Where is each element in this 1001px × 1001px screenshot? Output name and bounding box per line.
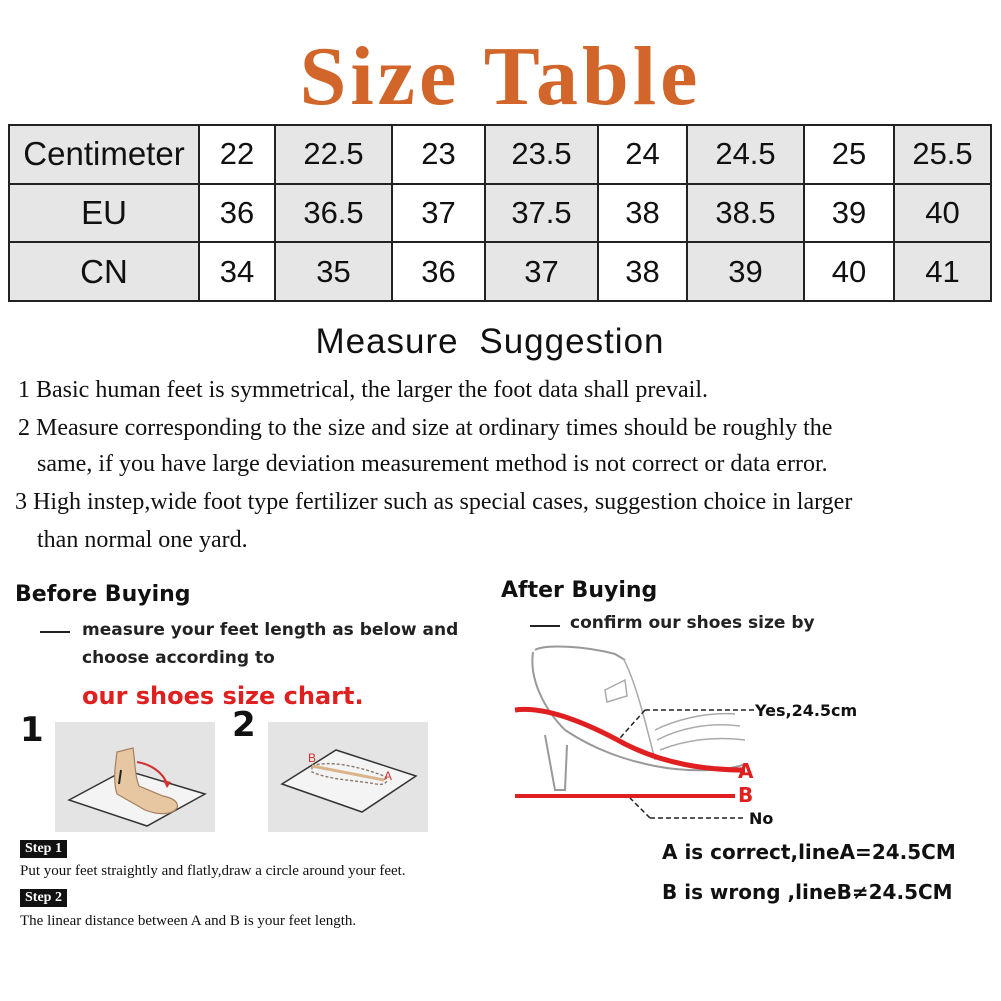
table-cell: 25 xyxy=(804,125,894,184)
table-row xyxy=(9,184,991,243)
yes-label: Yes,24.5cm xyxy=(755,701,858,720)
step-1-badge: Step 1 xyxy=(20,840,67,858)
suggestion-line-2-cont: same, if you have large deviation measurement method is not correct or data error. xyxy=(37,451,828,477)
suggestion-line-2: 2 Measure corresponding to the size and size at ordinary times should be roughly the xyxy=(18,415,833,441)
table-cell: 37.5 xyxy=(485,184,598,243)
table-cell: 38 xyxy=(598,242,687,301)
table-cell: 34 xyxy=(199,242,275,301)
row-label-cn: CN xyxy=(9,242,199,301)
step-number-2: 2 xyxy=(232,705,256,745)
suggestion-line-3-cont: than normal one yard. xyxy=(37,527,248,553)
table-cell: 38 xyxy=(598,184,687,243)
line-b-label: B xyxy=(738,783,754,807)
no-label: No xyxy=(749,809,774,828)
dash-decoration xyxy=(530,625,560,627)
table-cell: 40 xyxy=(804,242,894,301)
table-cell: 37 xyxy=(485,242,598,301)
before-buying-sub-1: measure your feet length as below and xyxy=(82,620,459,640)
step-1-text: Put your feet straightly and flatly,draw a circle around your feet. xyxy=(20,863,406,879)
foot-length-illustration xyxy=(268,722,428,832)
table-cell: 23 xyxy=(392,125,485,184)
table-cell: 37 xyxy=(392,184,485,243)
after-buying-sub: confirm our shoes size by xyxy=(570,613,815,633)
table-cell: 25.5 xyxy=(894,125,991,184)
dash-decoration xyxy=(40,631,70,633)
table-cell: 36 xyxy=(392,242,485,301)
line-a-correct-text: A is correct,lineA=24.5CM xyxy=(662,840,956,864)
table-cell: 41 xyxy=(894,242,991,301)
table-cell: 24.5 xyxy=(687,125,804,184)
table-row xyxy=(9,242,991,301)
line-a-label: A xyxy=(738,759,754,783)
foot-trace-illustration xyxy=(55,722,215,832)
step-2-text: The linear distance between A and B is your feet length. xyxy=(20,913,357,929)
after-buying-title: After Buying xyxy=(501,578,658,603)
table-cell: 22.5 xyxy=(275,125,392,184)
table-cell: 39 xyxy=(687,242,804,301)
suggestion-line-1: 1 Basic human feet is symmetrical, the larger the foot data shall prevail. xyxy=(18,377,708,403)
table-cell: 23.5 xyxy=(485,125,598,184)
size-chart-highlight: our shoes size chart. xyxy=(82,682,364,710)
before-buying-title: Before Buying xyxy=(15,582,191,607)
table-cell: 35 xyxy=(275,242,392,301)
before-buying-sub-2: choose according to xyxy=(82,648,275,668)
step-2-badge: Step 2 xyxy=(20,889,67,907)
shoe-fit-illustration xyxy=(505,640,885,830)
step-number-1: 1 xyxy=(20,710,44,750)
line-b-wrong-text: B is wrong ,lineB≠24.5CM xyxy=(662,880,953,904)
point-a-label: A xyxy=(384,769,393,783)
table-cell: 24 xyxy=(598,125,687,184)
table-cell: 22 xyxy=(199,125,275,184)
size-table xyxy=(8,124,992,302)
point-b-label: B xyxy=(308,751,317,765)
table-cell: 36 xyxy=(199,184,275,243)
suggestion-line-3: 3 High instep,wide foot type fertilizer such as special cases, suggestion choice in larger xyxy=(15,489,853,515)
table-row xyxy=(9,125,991,184)
row-label-centimeter: Centimeter xyxy=(9,125,199,184)
table-cell: 38.5 xyxy=(687,184,804,243)
table-cell: 39 xyxy=(804,184,894,243)
table-cell: 36.5 xyxy=(275,184,392,243)
page-title: Size Table xyxy=(299,30,702,123)
row-label-eu: EU xyxy=(9,184,199,243)
measure-suggestion-title: Measure Suggestion xyxy=(315,322,665,361)
table-cell: 40 xyxy=(894,184,991,243)
